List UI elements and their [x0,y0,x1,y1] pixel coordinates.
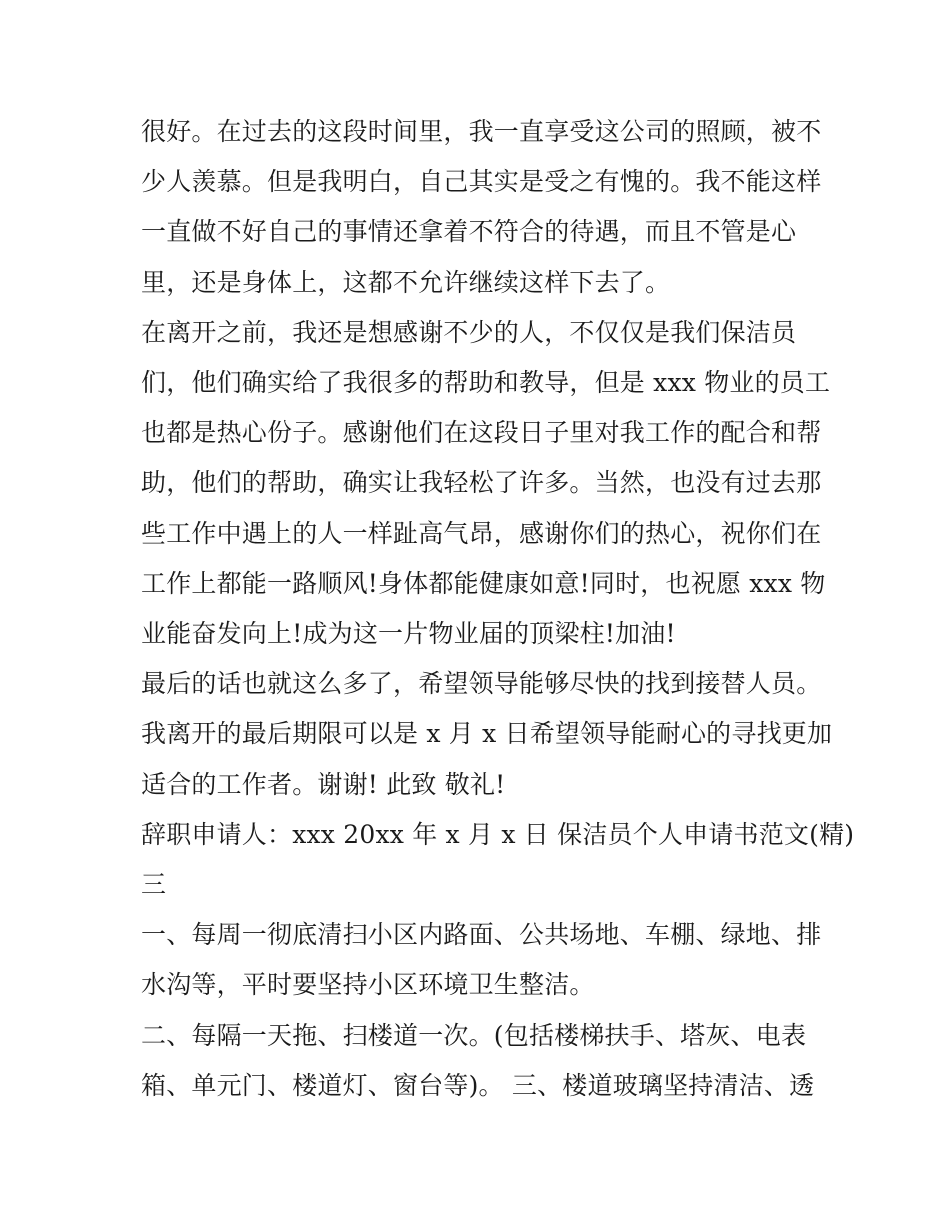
text-line: 少人羡慕。但是我明白，自己其实是受之有愧的。我不能这样 [141,167,822,197]
text-line: 辞职申请人：xxx 20xx 年 x 月 x 日 保洁员个人申请书范文(精) [141,819,855,849]
text-line: 些工作中遇上的人一样趾高气昂，感谢你们的热心，祝你们在 [141,518,822,548]
text-line: 一直做不好自己的事情还拿着不符合的待遇，而且不管是心 [141,217,797,247]
text-line: 里，还是身体上，这都不允许继续这样下去了。 [141,267,671,297]
text-line: 很好。在过去的这段时间里，我一直享受这公司的照顾，被不 [141,117,822,146]
text-line: 水沟等，平时要坚持小区环境卫生整洁。 [141,970,595,1000]
text-line: 在离开之前，我还是想感谢不少的人，不仅仅是我们保洁员 [141,317,797,347]
text-line: 助，他们的帮助，确实让我轻松了许多。当然，也没有过去那 [141,468,822,498]
document-body [141,107,855,1111]
text-line: 我离开的最后期限可以是 x 月 x 日希望领导能耐心的寻找更加 [141,719,833,749]
text-line: 一、每周一彻底清扫小区内路面、公共场地、车棚、绿地、排 [141,920,822,950]
text-line: 们，他们确实给了我很多的帮助和教导，但是 xxx 物业的员工 [141,368,831,398]
text-line: 也都是热心份子。感谢他们在这段日子里对我工作的配合和帮 [141,418,822,448]
text-line: 业能奋发向上!成为这一片物业届的顶梁柱!加油! [141,619,676,649]
text-line: 适合的工作者。谢谢! 此致 敬礼! [141,769,506,799]
text-line: 工作上都能一路顺风!身体都能健康如意!同时，也祝愿 xxx 物 [141,568,826,598]
text-line: 最后的话也就这么多了，希望领导能够尽快的找到接替人员。 [141,669,822,699]
text-line: 二、每隔一天拖、扫楼道一次。(包括楼梯扶手、塔灰、电表 [141,1020,807,1050]
text-line: 箱、单元门、楼道灯、窗台等)。 三、楼道玻璃坚持清洁、透 [141,1070,815,1100]
text-line: 三 [141,870,167,900]
